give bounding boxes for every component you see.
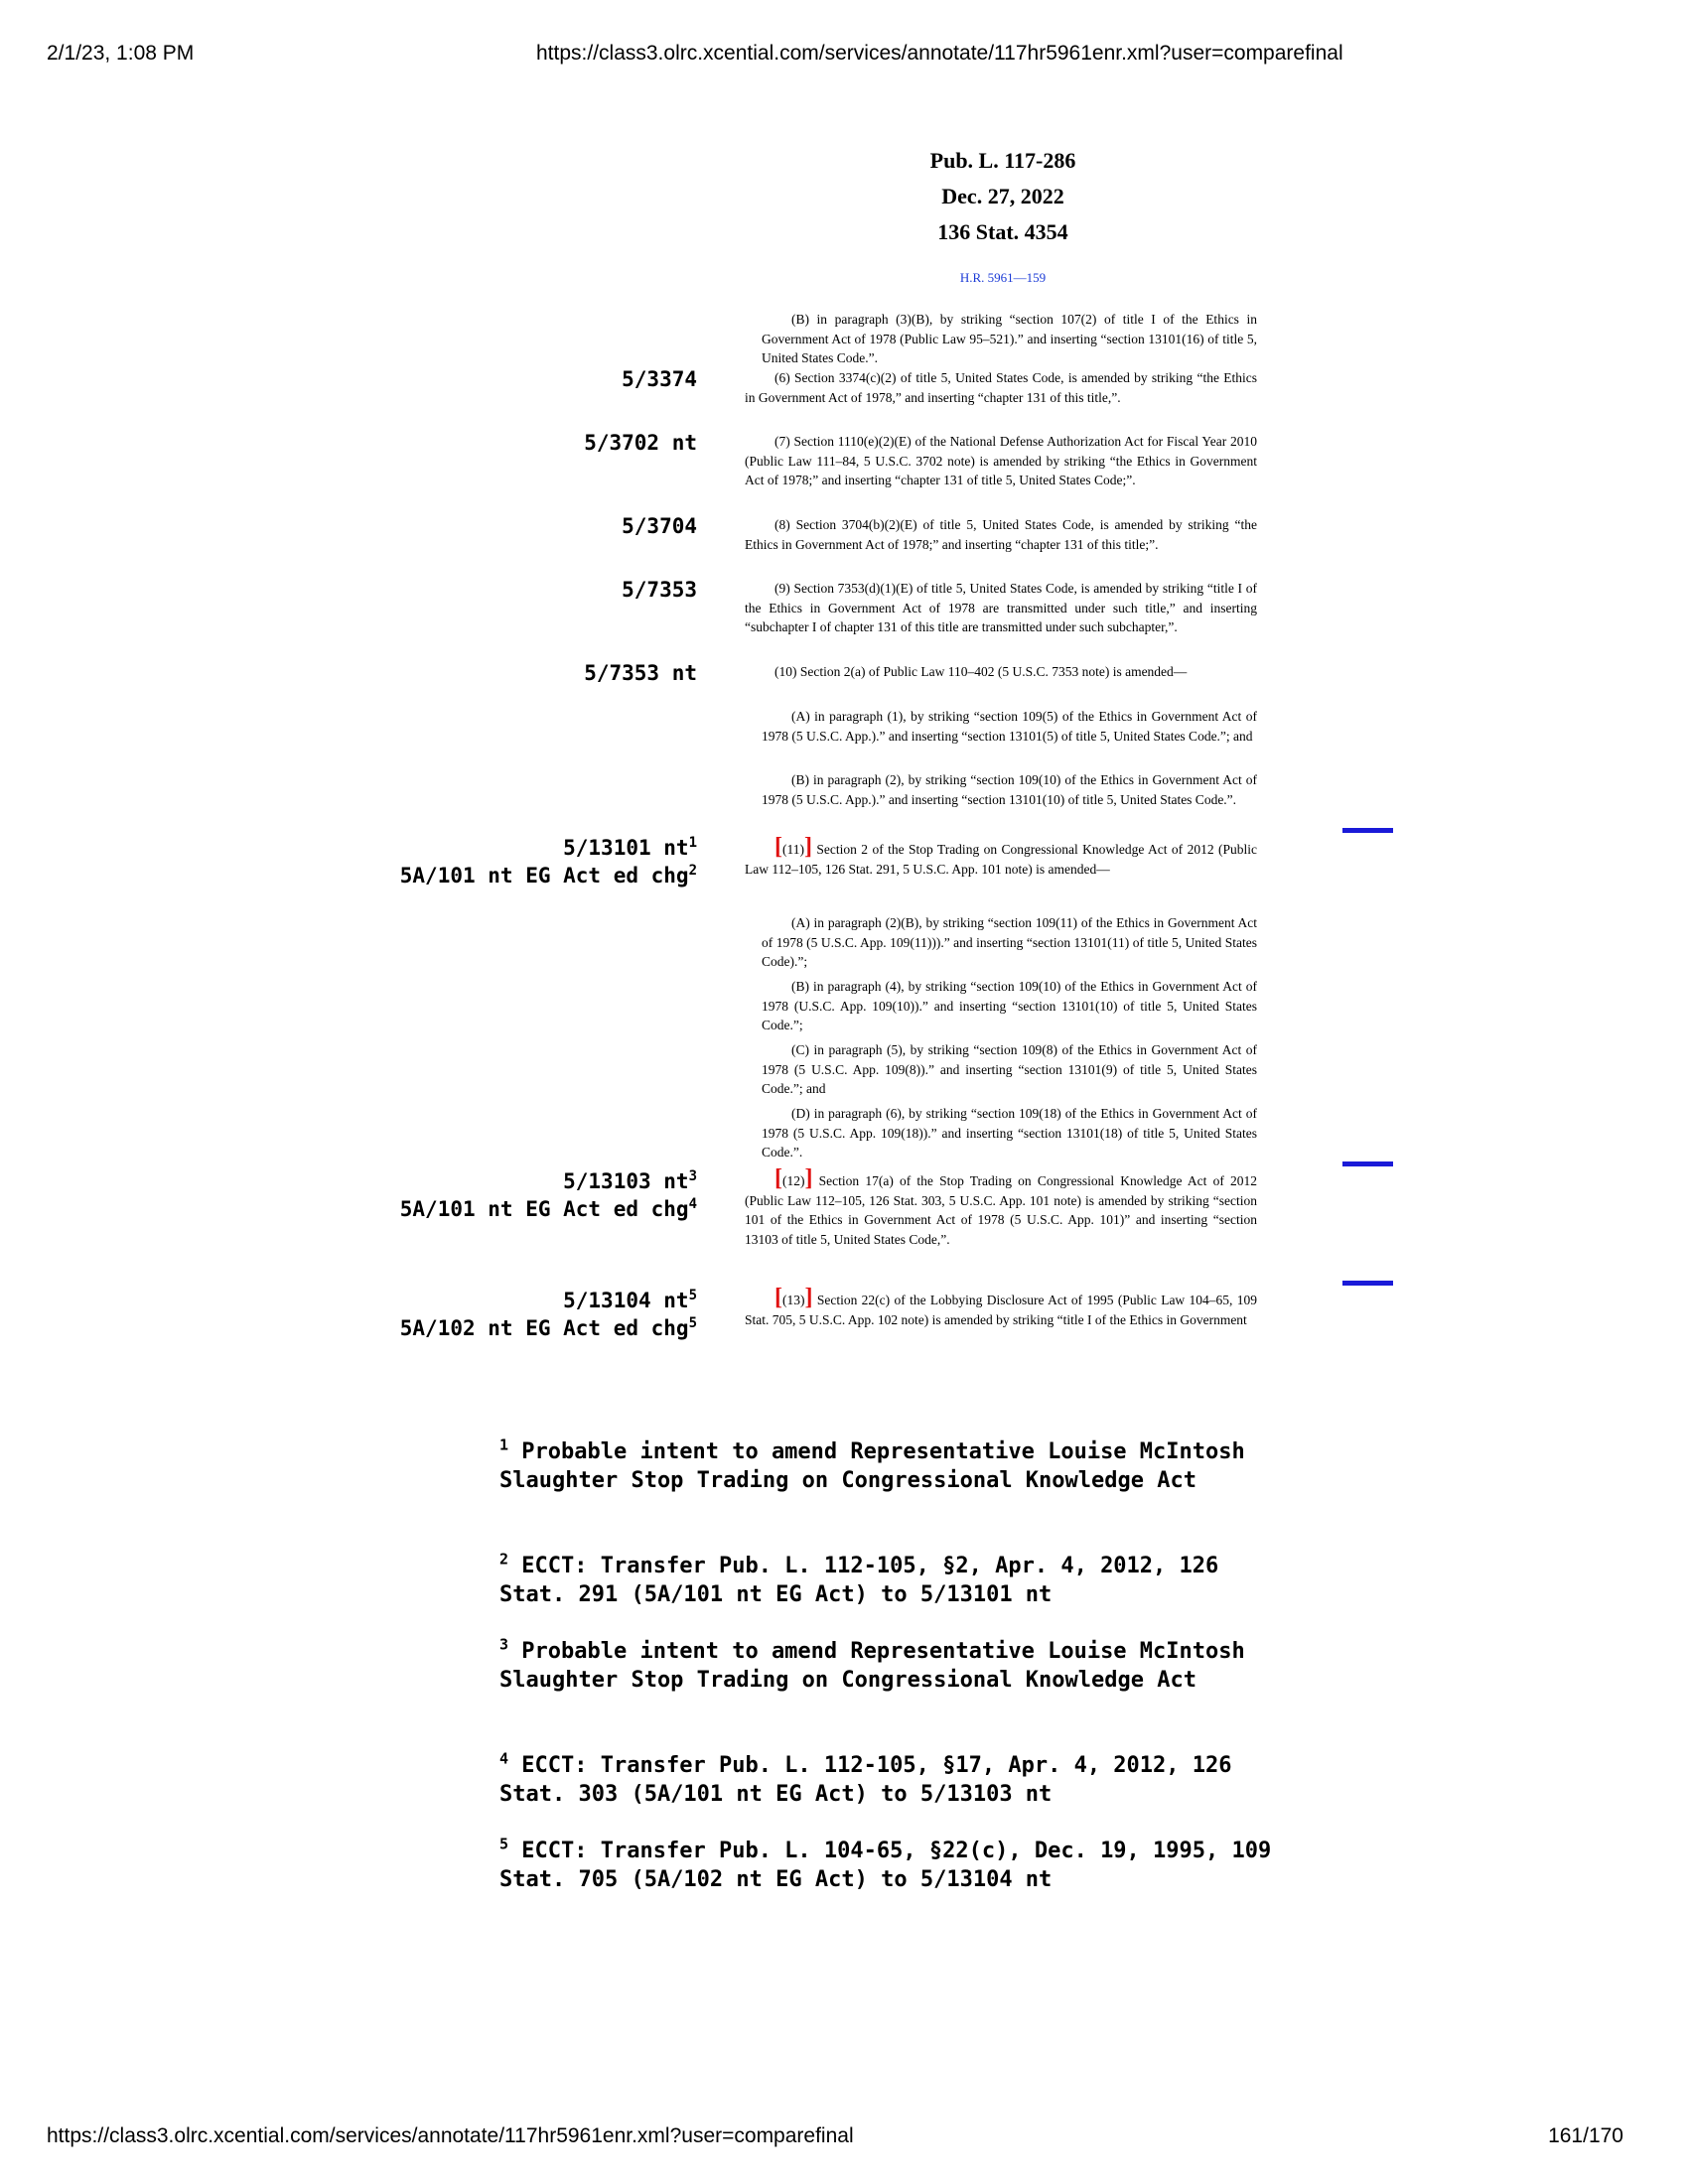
footnote-ref-4[interactable]: 4 xyxy=(688,1196,697,1212)
paragraph-9: (9) Section 7353(d)(1)(E) of title 5, United States Code, is amended by striking “title I of the Ethics in Government Act of 1978 are transmitted under such title,” and inserting “subchapter I of chapter 131 of this title are transmitted under such subchapter,”. xyxy=(745,581,1257,634)
footnote-ref-5[interactable]: 5 xyxy=(688,1288,697,1303)
print-url-footer[interactable]: https://class3.olrc.xcential.com/services/annotate/117hr5961enr.xml?user=comparefinal xyxy=(47,2124,854,2147)
paragraph-10: (10) Section 2(a) of Public Law 110–402 (5 U.S.C. 7353 note) is amended— xyxy=(774,664,1188,679)
footnote-ref-5b[interactable]: 5 xyxy=(688,1315,697,1331)
margin-note-5a-102-ed-chg: 5A/102 nt EG Act ed chg$^5$ xyxy=(399,1315,697,1340)
statutes-citation: 136 Stat. 4354 xyxy=(937,219,1068,244)
paragraph-13-number: (13) xyxy=(782,1293,805,1307)
margin-note-5-13104-nt: 5/13104 $nt^5$ xyxy=(563,1288,697,1312)
paragraph-b-3b: (B) in paragraph (3)(B), by striking “section 107(2) of title I of the Ethics in Government Act of 1978 (Public Law 95–521).” and inserting “section 13101(16) of title 5, United States Code.”. xyxy=(762,312,1257,365)
paragraph-8: (8) Section 3704(b)(2)(E) of title 5, United States Code, is amended by striking “the Ethics in Government Act of 1978;” and inserting “chapter 131 of this title;”. xyxy=(745,517,1257,552)
paragraph-10a: (A) in paragraph (1), by striking “section 109(5) of the Ethics in Government Act of 1978 (5 U.S.C. App.).” and inserting “section 13101(5) of title 5, United States Code.”; and xyxy=(762,709,1257,744)
paragraph-11d: (D) in paragraph (6), by striking “section 109(18) of the Ethics in Government Act of 1978 (5 U.S.C. App. 109(18)).” and inserting “section 13101(18) of title 5, United States Code.”. xyxy=(762,1106,1257,1160)
margin-note-5-3704: 5/3704 xyxy=(622,514,697,538)
page-number: 161/170 xyxy=(1548,2124,1623,2147)
margin-note-5-7353-nt: 5/7353 nt xyxy=(584,661,697,685)
change-bar xyxy=(1342,1281,1393,1286)
paragraph-7: (7) Section 1110(e)(2)(E) of the National Defense Authorization Act for Fiscal Year 2010 (Public Law 111–84, 5 U.S.C. 3702 note) is amended by striking “the Ethics in Government Act of 1978;” and inserting “chapter 131 of title 5, United States Code;”. xyxy=(745,434,1257,487)
bracket-close: ] xyxy=(804,1165,813,1191)
margin-note-5a-101-ed-chg: 5A/101 nt EG Act ed chg$^2$ xyxy=(399,863,697,887)
footnote-4: $^4$ ECCT: Transfer Pub. L. 112-105, §17, Apr. 4, 2012, 126 Stat. 303 (5A/101 nt EG Act) to 5/13103 nt xyxy=(499,1749,1232,1807)
paragraph-12 xyxy=(745,1165,1257,1249)
footnote-1: $^1$ Probable intent to amend Representative Louise McIntosh Slaughter Stop Trading on Congressional Knowledge Act xyxy=(499,1435,1245,1493)
paragraph-11c: (C) in paragraph (5), by striking “section 109(8) of the Ethics in Government Act of 1978 (5 U.S.C. App. 109(8)).” and inserting “section 13101(9) of title 5, United States Code.”; and xyxy=(762,1042,1257,1096)
paragraph-6: (6) Section 3374(c)(2) of title 5, United States Code, is amended by striking “the Ethics in Government Act of 1978,” and inserting “chapter 131 of this title,”. xyxy=(745,370,1257,405)
paragraph-10b: (B) in paragraph (2), by striking “section 109(10) of the Ethics in Government Act of 1978 (5 U.S.C. App.).” and inserting “section 13101(10) of title 5, United States Code.”. xyxy=(762,772,1257,807)
bracket-close: ] xyxy=(804,1285,813,1310)
margin-note-5a-101-ed-chg-2: 5A/101 nt EG Act ed chg$^4$ xyxy=(399,1196,697,1221)
paragraph-11 xyxy=(745,834,1257,879)
margin-note-5-3702-nt: 5/3702 nt xyxy=(584,431,697,455)
print-datetime: 2/1/23, 1:08 PM xyxy=(47,42,195,65)
enactment-date: Dec. 27, 2022 xyxy=(941,184,1064,208)
paragraph-11-number: (11) xyxy=(782,842,804,857)
paragraph-11b: (B) in paragraph (4), by striking “section 109(10) of the Ethics in Government Act of 1978 (U.S.C. App. 109(10)).” and inserting “section 13101(10) of title 5, United States Code.”; xyxy=(762,979,1257,1032)
change-bar xyxy=(1342,828,1393,833)
paragraph-13-text: Section 22(c) of the Lobbying Disclosure Act of 1995 (Public Law 104–65, 109 Stat. 705, 5 U.S.C. App. 102 note) is amended by striking “title I of the Ethics in Government xyxy=(745,1293,1257,1327)
footnote-5: $^5$ ECCT: Transfer Pub. L. 104-65, §22(c), Dec. 19, 1995, 109 Stat. 705 (5A/102 nt EG Act) to 5/13104 nt xyxy=(499,1835,1272,1892)
footnote-ref-3[interactable]: 3 xyxy=(688,1168,697,1184)
bracket-open: [ xyxy=(774,834,782,860)
footnote-ref-2[interactable]: 2 xyxy=(688,863,697,879)
bracket-open: [ xyxy=(774,1285,782,1310)
margin-note-5-13101-nt: 5/13101 $nt^1$ xyxy=(563,835,697,860)
public-law-citation: Pub. L. 117-286 xyxy=(929,148,1076,173)
paragraph-13 xyxy=(745,1285,1257,1329)
paragraph-12-text: Section 17(a) of the Stop Trading on Congressional Knowledge Act of 2012 (Public Law 112–105, 126 Stat. 303, 5 U.S.C. App. 101 note) is amended by striking “section 101 of the Ethics in Government Act of 1978 (5 U.S.C. App. 101)” and inserting “section 13103 of title 5, United States Code,”. xyxy=(745,1173,1257,1247)
print-url-header[interactable]: https://class3.olrc.xcential.com/services/annotate/117hr5961enr.xml?user=comparefinal xyxy=(536,42,1343,65)
margin-note-5-13103-nt: 5/13103 $nt^3$ xyxy=(563,1168,697,1193)
footnote-ref-1[interactable]: 1 xyxy=(688,835,697,851)
footnote-2: $^2$ ECCT: Transfer Pub. L. 112-105, §2, Apr. 4, 2012, 126 Stat. 291 (5A/101 nt EG Act) to 5/13101 nt xyxy=(499,1550,1219,1607)
footnote-3: $^3$ Probable intent to amend Representative Louise McIntosh Slaughter Stop Trading on Congressional Knowledge Act xyxy=(499,1635,1245,1693)
paragraph-11-text: Section 2 of the Stop Trading on Congressional Knowledge Act of 2012 (Public Law 112–105, 126 Stat. 291, 5 U.S.C. App. 101 note) is amended— xyxy=(745,842,1257,877)
change-bar xyxy=(1342,1161,1393,1166)
bracket-open: [ xyxy=(774,1165,782,1191)
margin-note-5-7353: 5/7353 xyxy=(622,578,697,602)
paragraph-11a: (A) in paragraph (2)(B), by striking “section 109(11) of the Ethics in Government Act of 1978 (5 U.S.C. App. 109(11))).” and inserting “section 13101(11) of title 5, United States Code).”; xyxy=(762,915,1257,969)
bill-page-reference[interactable]: H.R. 5961—159 xyxy=(959,270,1047,285)
margin-note-5-3374: 5/3374 xyxy=(622,367,697,391)
bracket-close: ] xyxy=(804,834,812,860)
paragraph-12-number: (12) xyxy=(782,1173,805,1188)
